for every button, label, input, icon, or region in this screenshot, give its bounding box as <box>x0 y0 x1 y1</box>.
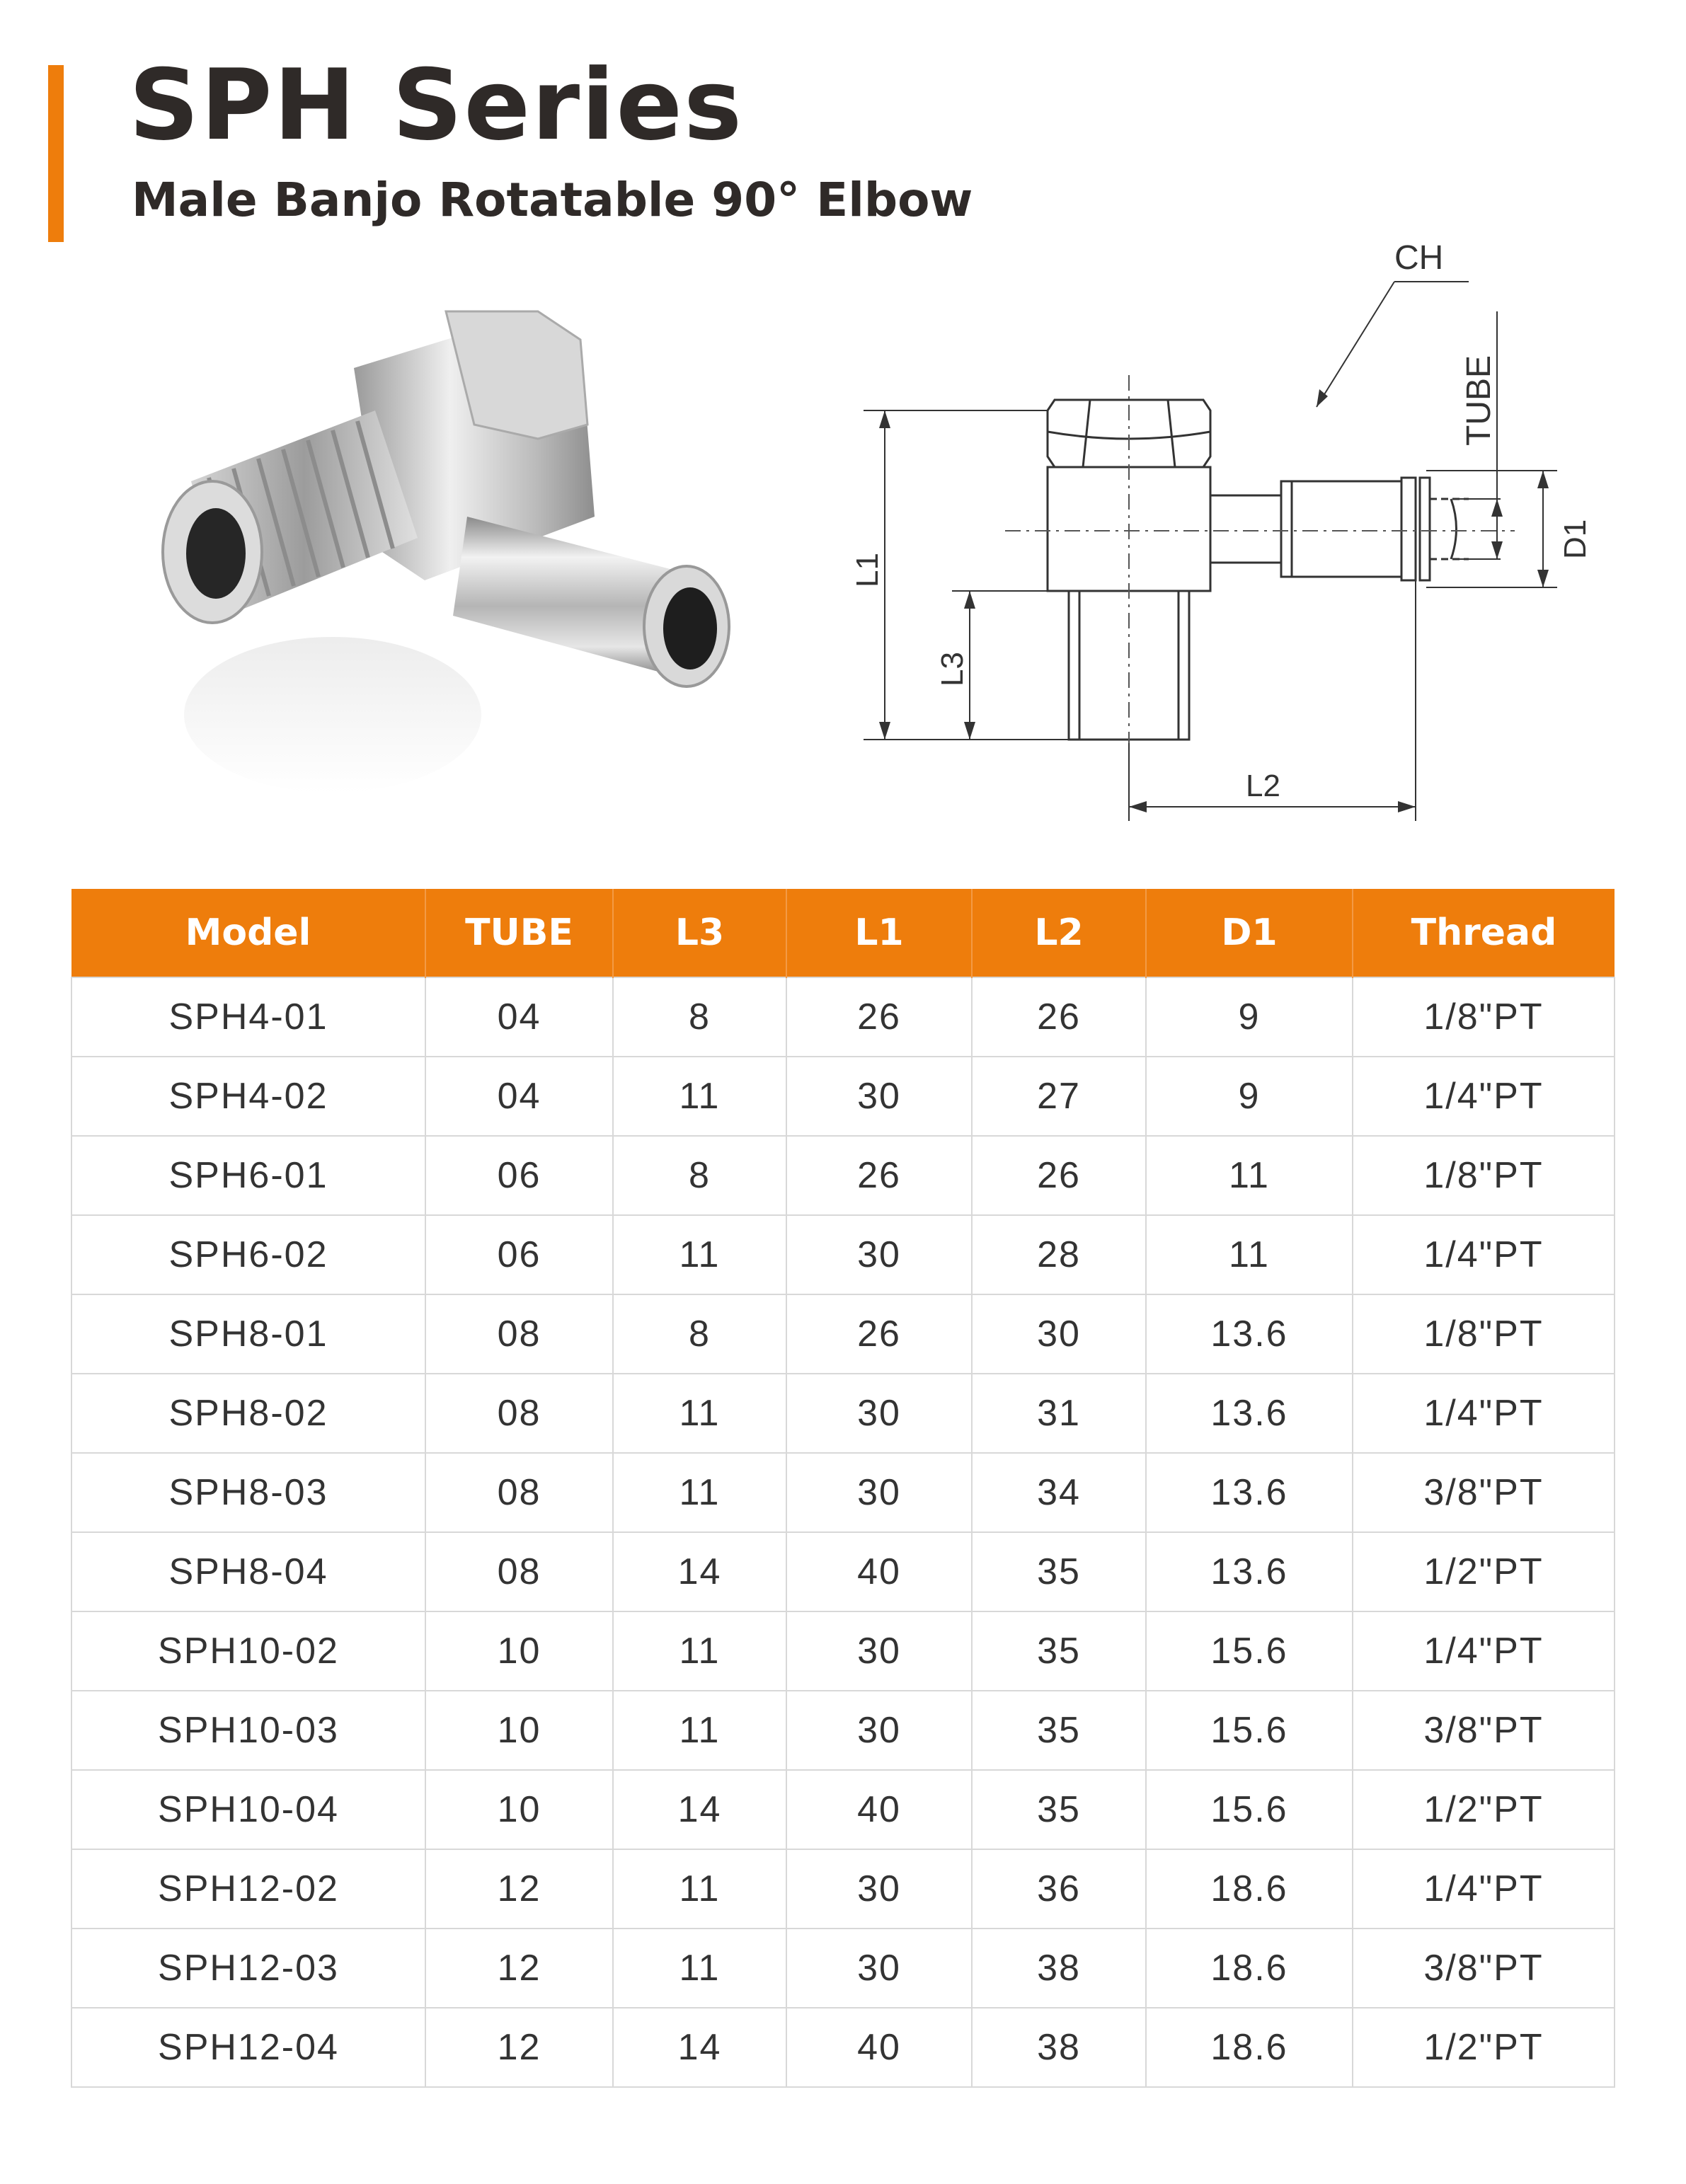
table-cell: 35 <box>972 1532 1146 1611</box>
table-row <box>71 1136 1615 1215</box>
table-cell: SPH10-04 <box>71 1770 425 1849</box>
table-cell: 10 <box>425 1770 613 1849</box>
table-cell: 8 <box>613 1136 786 1215</box>
table-cell: SPH6-01 <box>71 1136 425 1215</box>
table-cell: 04 <box>425 977 613 1057</box>
table-cell: 3/8"PT <box>1353 1929 1615 2008</box>
table-cell: 14 <box>613 1532 786 1611</box>
table-cell: 1/4"PT <box>1353 1374 1615 1453</box>
table-cell: 11 <box>613 1849 786 1929</box>
table-cell: 11 <box>613 1453 786 1532</box>
table-cell: 1/8"PT <box>1353 977 1615 1057</box>
table-cell: 8 <box>613 1294 786 1374</box>
column-header: Thread <box>1353 889 1615 977</box>
table-cell: SPH6-02 <box>71 1215 425 1294</box>
table-cell: 11 <box>613 1057 786 1136</box>
table-row <box>71 1294 1615 1374</box>
table-cell: 26 <box>786 1294 972 1374</box>
table-cell: 27 <box>972 1057 1146 1136</box>
column-header: D1 <box>1146 889 1353 977</box>
column-header: L1 <box>786 889 972 977</box>
table-cell: 9 <box>1146 977 1353 1057</box>
table-cell: 3/8"PT <box>1353 1691 1615 1770</box>
table-row <box>71 1057 1615 1136</box>
table-cell: 15.6 <box>1146 1611 1353 1691</box>
table-cell: 26 <box>972 1136 1146 1215</box>
label-l3: L3 <box>935 652 970 686</box>
table-cell: 11 <box>613 1691 786 1770</box>
label-tube: TUBE <box>1460 355 1498 446</box>
technical-drawing <box>835 234 1614 856</box>
table-row <box>71 1611 1615 1691</box>
table-cell: 1/4"PT <box>1353 1849 1615 1929</box>
table-cell: SPH12-03 <box>71 1929 425 2008</box>
label-l2: L2 <box>1246 769 1280 803</box>
table-row <box>71 1770 1615 1849</box>
table-cell: 30 <box>786 1849 972 1929</box>
table-cell: 12 <box>425 1849 613 1929</box>
table-row <box>71 1849 1615 1929</box>
table-cell: 30 <box>786 1611 972 1691</box>
table-cell: SPH4-01 <box>71 977 425 1057</box>
table-cell: 30 <box>786 1215 972 1294</box>
table-cell: 08 <box>425 1532 613 1611</box>
table-cell: 12 <box>425 1929 613 2008</box>
table-cell: 34 <box>972 1453 1146 1532</box>
table-cell: 30 <box>786 1691 972 1770</box>
label-l1: L1 <box>850 553 885 587</box>
table-cell: 18.6 <box>1146 2008 1353 2087</box>
table-cell: 40 <box>786 1532 972 1611</box>
table-cell: 14 <box>613 1770 786 1849</box>
table-cell: 11 <box>613 1215 786 1294</box>
spec-table <box>71 889 1615 2088</box>
table-cell: 30 <box>786 1374 972 1453</box>
table-cell: SPH10-02 <box>71 1611 425 1691</box>
table-cell: 1/2"PT <box>1353 1532 1615 1611</box>
table-cell: 26 <box>786 1136 972 1215</box>
column-header: Model <box>71 889 425 977</box>
table-cell: 38 <box>972 1929 1146 2008</box>
table-cell: 13.6 <box>1146 1294 1353 1374</box>
page-subtitle: Male Banjo Rotatable 90° Elbow <box>132 173 973 227</box>
table-row <box>71 977 1615 1057</box>
table-cell: SPH8-04 <box>71 1532 425 1611</box>
table-cell: SPH8-03 <box>71 1453 425 1532</box>
table-body <box>71 977 1615 2087</box>
table-cell: SPH4-02 <box>71 1057 425 1136</box>
table-cell: 9 <box>1146 1057 1353 1136</box>
table-cell: 38 <box>972 2008 1146 2087</box>
table-cell: 11 <box>613 1374 786 1453</box>
table-cell: SPH12-02 <box>71 1849 425 1929</box>
table-cell: SPH8-01 <box>71 1294 425 1374</box>
table-row <box>71 1929 1615 2008</box>
table-cell: 35 <box>972 1611 1146 1691</box>
table-cell: 1/8"PT <box>1353 1136 1615 1215</box>
table-cell: 1/2"PT <box>1353 1770 1615 1849</box>
table-row <box>71 1374 1615 1453</box>
table-cell: 30 <box>786 1929 972 2008</box>
table-cell: 04 <box>425 1057 613 1136</box>
table-cell: 40 <box>786 2008 972 2087</box>
table-cell: 1/8"PT <box>1353 1294 1615 1374</box>
table-cell: 13.6 <box>1146 1374 1353 1453</box>
product-photo <box>142 283 764 835</box>
table-cell: 10 <box>425 1611 613 1691</box>
page-title: SPH Series <box>129 48 744 162</box>
table-cell: 36 <box>972 1849 1146 1929</box>
table-row <box>71 1691 1615 1770</box>
table-cell: 1/4"PT <box>1353 1215 1615 1294</box>
table-cell: 13.6 <box>1146 1532 1353 1611</box>
column-header: L3 <box>613 889 786 977</box>
table-cell: 30 <box>786 1057 972 1136</box>
table-cell: 14 <box>613 2008 786 2087</box>
table-row <box>71 1215 1615 1294</box>
table-row <box>71 1532 1615 1611</box>
table-cell: 06 <box>425 1215 613 1294</box>
label-d1: D1 <box>1558 519 1593 559</box>
table-cell: 40 <box>786 1770 972 1849</box>
table-cell: 26 <box>972 977 1146 1057</box>
table-row <box>71 2008 1615 2087</box>
table-cell: 35 <box>972 1770 1146 1849</box>
table-cell: 11 <box>1146 1136 1353 1215</box>
table-cell: 06 <box>425 1136 613 1215</box>
table-cell: 15.6 <box>1146 1770 1353 1849</box>
table-cell: 28 <box>972 1215 1146 1294</box>
table-cell: 11 <box>613 1611 786 1691</box>
table-cell: 1/4"PT <box>1353 1611 1615 1691</box>
table-cell: 08 <box>425 1453 613 1532</box>
table-cell: 26 <box>786 977 972 1057</box>
column-header: TUBE <box>425 889 613 977</box>
table-cell: 30 <box>786 1453 972 1532</box>
table-cell: 18.6 <box>1146 1929 1353 2008</box>
table-cell: SPH12-04 <box>71 2008 425 2087</box>
table-cell: 12 <box>425 2008 613 2087</box>
table-row <box>71 1453 1615 1532</box>
table-header-row <box>71 889 1615 977</box>
table-cell: 1/2"PT <box>1353 2008 1615 2087</box>
table-cell: SPH10-03 <box>71 1691 425 1770</box>
table-cell: 1/4"PT <box>1353 1057 1615 1136</box>
table-cell: 13.6 <box>1146 1453 1353 1532</box>
table-cell: 10 <box>425 1691 613 1770</box>
column-header: L2 <box>972 889 1146 977</box>
table-cell: 08 <box>425 1294 613 1374</box>
table-cell: 35 <box>972 1691 1146 1770</box>
accent-bar <box>48 65 64 242</box>
table-cell: 30 <box>972 1294 1146 1374</box>
table-cell: 08 <box>425 1374 613 1453</box>
label-ch: CH <box>1394 239 1444 277</box>
table-cell: 8 <box>613 977 786 1057</box>
table-cell: 31 <box>972 1374 1146 1453</box>
table-cell: 18.6 <box>1146 1849 1353 1929</box>
table-cell: SPH8-02 <box>71 1374 425 1453</box>
table-cell: 3/8"PT <box>1353 1453 1615 1532</box>
table-cell: 11 <box>613 1929 786 2008</box>
table-cell: 11 <box>1146 1215 1353 1294</box>
table-cell: 15.6 <box>1146 1691 1353 1770</box>
